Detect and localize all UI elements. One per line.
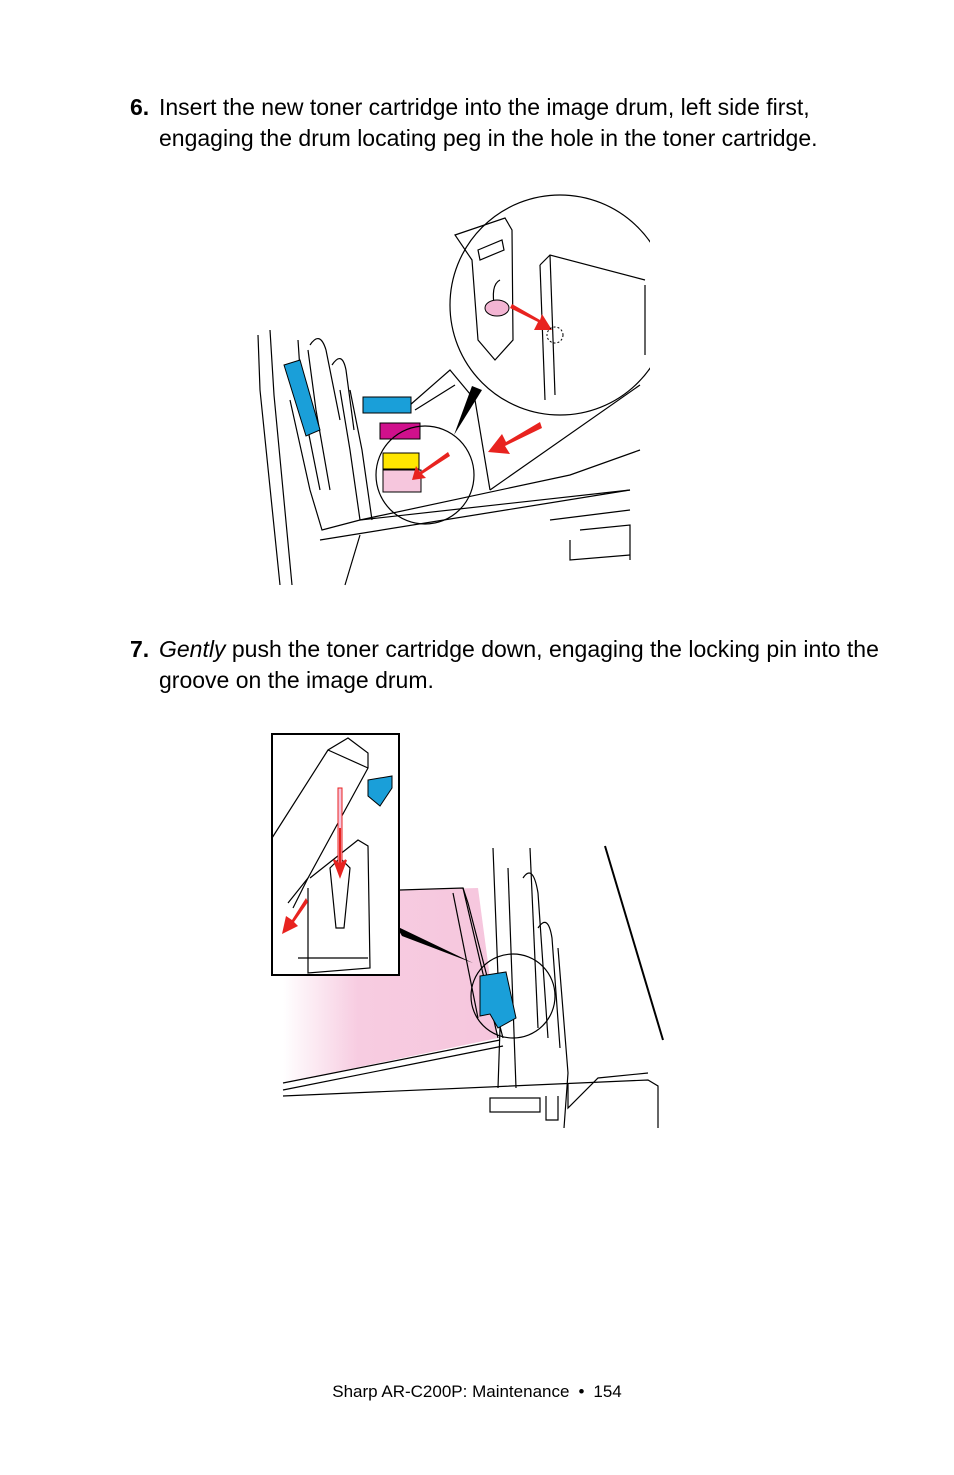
insert-arrow bbox=[488, 422, 542, 454]
locating-peg bbox=[485, 300, 509, 316]
step-6 bbox=[130, 92, 890, 154]
step-text-rest: push the toner cartridge down, engaging the locking pin into the groove on the image drum. bbox=[159, 636, 879, 693]
step-text: Insert the new toner cartridge into the image drum, left side first, engaging the drum locating peg in the hole in the toner cartridge. bbox=[159, 94, 818, 151]
guide-line bbox=[605, 846, 663, 1040]
yellow-toner bbox=[383, 453, 419, 469]
step-number: 7. bbox=[130, 636, 150, 662]
step-emphasis: Gently bbox=[159, 636, 226, 662]
step-number: 6. bbox=[130, 94, 150, 120]
footer-title: Sharp AR-C200P: Maintenance bbox=[332, 1382, 570, 1401]
step-text bbox=[159, 634, 890, 696]
callout-pointer bbox=[454, 386, 482, 435]
insert-toner-illustration bbox=[250, 190, 650, 590]
step-7 bbox=[130, 634, 890, 696]
page-number: 154 bbox=[593, 1382, 622, 1401]
footer-separator: • bbox=[578, 1382, 585, 1401]
push-toner-illustration bbox=[268, 728, 668, 1133]
magnified-inset bbox=[272, 734, 399, 975]
page-footer bbox=[0, 1382, 954, 1402]
magenta-toner bbox=[380, 423, 420, 439]
cyan-toner bbox=[363, 397, 411, 413]
detail-circle-magnified bbox=[450, 195, 650, 415]
